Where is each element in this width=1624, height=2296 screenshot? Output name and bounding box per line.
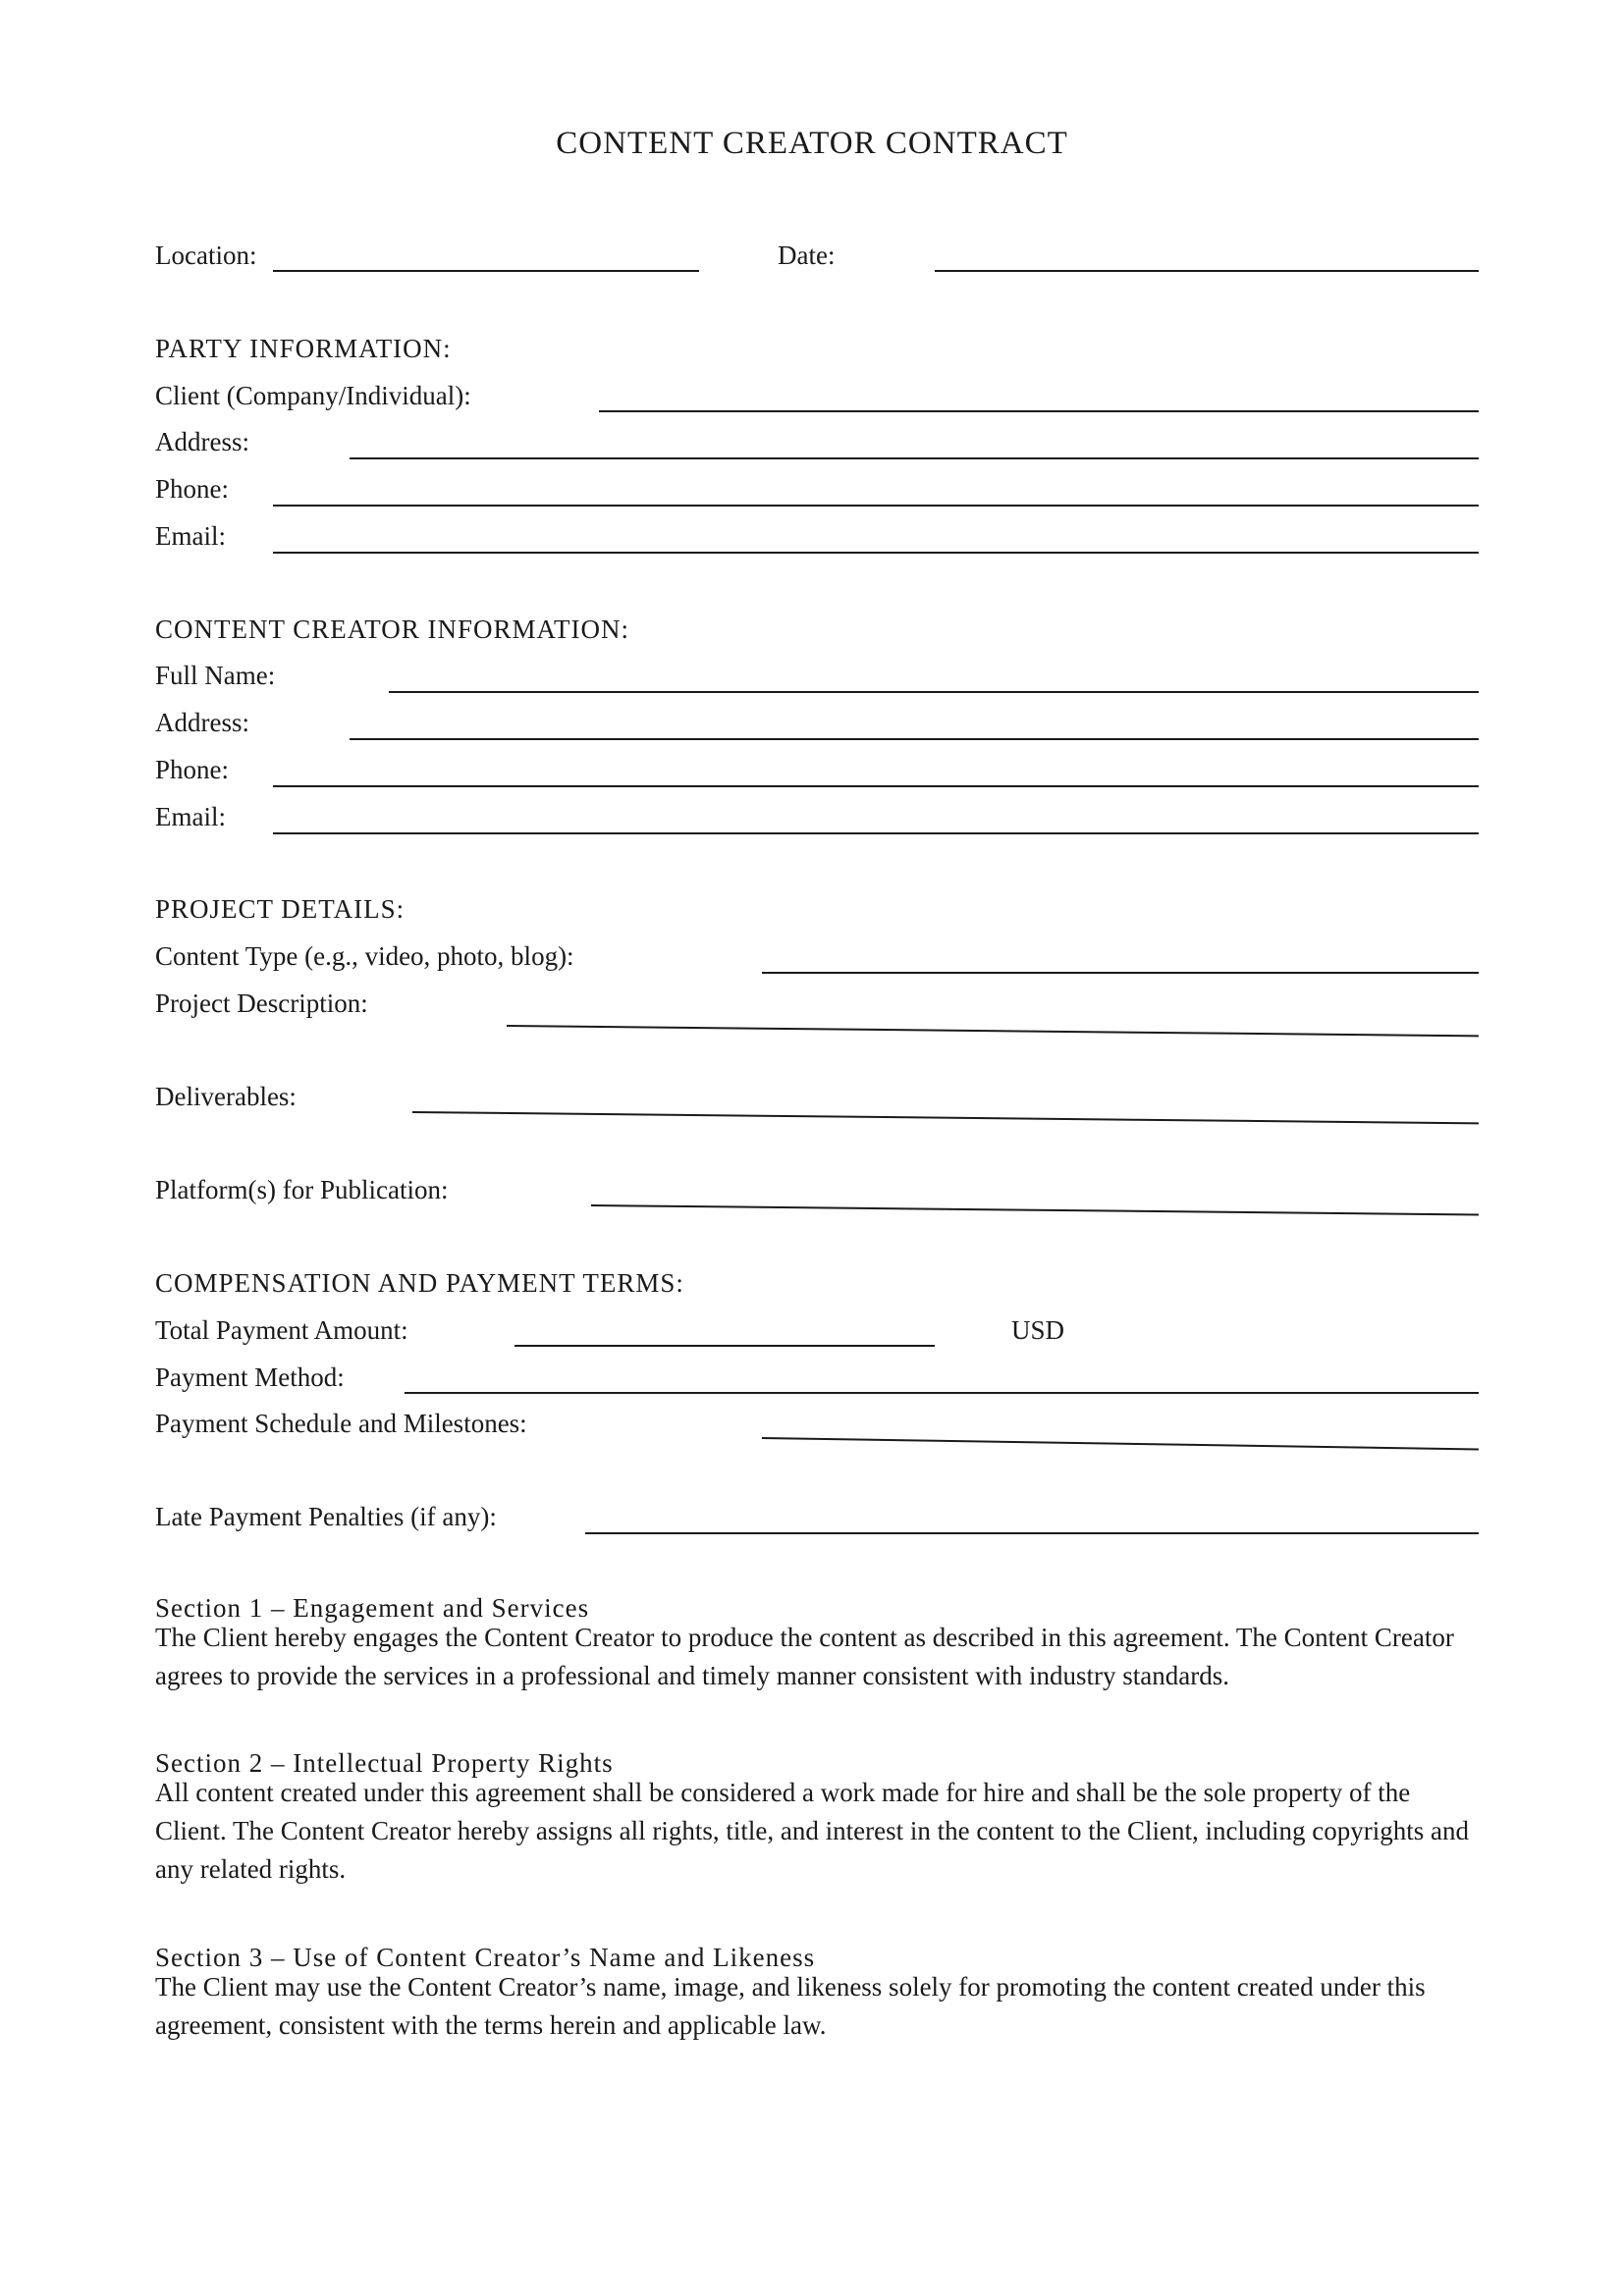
- party-information-heading: PARTY INFORMATION:: [155, 334, 452, 363]
- client-phone-field[interactable]: [273, 505, 1479, 507]
- creator-address-field[interactable]: [350, 738, 1479, 740]
- deliverables-label: Deliverables:: [155, 1082, 297, 1111]
- section-3-heading: Section 3 – Use of Content Creator’s Name and Likeness: [155, 1943, 816, 1972]
- client-address-label: Address:: [155, 427, 249, 456]
- project-details-heading: PROJECT DETAILS:: [155, 894, 406, 924]
- platforms-field[interactable]: [591, 1204, 1479, 1215]
- payment-schedule-field[interactable]: [762, 1437, 1479, 1450]
- client-email-field[interactable]: [273, 552, 1479, 554]
- section-1-body: The Client hereby engages the Content Creator to produce the content as described in this agreement. The Content Creator agrees to provide the services in a professional and timely manner consistent with industry standards.: [155, 1623, 1454, 1690]
- date-field[interactable]: [935, 270, 1479, 272]
- payment-method-label: Payment Method:: [155, 1362, 345, 1392]
- total-payment-label: Total Payment Amount:: [155, 1315, 408, 1345]
- creator-information-heading: CONTENT CREATOR INFORMATION:: [155, 614, 630, 644]
- creator-address-label: Address:: [155, 708, 249, 737]
- client-field[interactable]: [599, 410, 1479, 412]
- client-label: Client (Company/Individual):: [155, 381, 471, 410]
- section-1-heading: Section 1 – Engagement and Services: [155, 1593, 590, 1623]
- project-description-field[interactable]: [507, 1025, 1479, 1037]
- creator-email-label: Email:: [155, 802, 226, 831]
- creator-phone-field[interactable]: [273, 785, 1479, 787]
- date-label: Date:: [778, 240, 836, 270]
- project-description-label: Project Description:: [155, 988, 368, 1018]
- creator-full-name-field[interactable]: [389, 691, 1479, 693]
- currency-label: USD: [1011, 1315, 1065, 1345]
- platforms-label: Platform(s) for Publication:: [155, 1175, 449, 1204]
- client-phone-label: Phone:: [155, 474, 230, 504]
- content-type-field[interactable]: [762, 972, 1479, 974]
- section-2-body: All content created under this agreement shall be considered a work made for hire and shall be the sole property of the Client. The Content Creator hereby assigns all rights, title, and interest in the content to the Client, including copyrights and any related rights.: [155, 1778, 1469, 1884]
- payment-schedule-label: Payment Schedule and Milestones:: [155, 1409, 527, 1438]
- payment-method-field[interactable]: [405, 1392, 1479, 1394]
- creator-email-field[interactable]: [273, 832, 1479, 834]
- content-type-label: Content Type (e.g., video, photo, blog):: [155, 941, 574, 971]
- late-penalties-label: Late Payment Penalties (if any):: [155, 1502, 497, 1531]
- client-address-field[interactable]: [350, 457, 1479, 459]
- document-title: CONTENT CREATOR CONTRACT: [556, 126, 1068, 161]
- late-penalties-field[interactable]: [585, 1532, 1479, 1534]
- creator-full-name-label: Full Name:: [155, 661, 276, 690]
- creator-phone-label: Phone:: [155, 755, 230, 784]
- section-2-heading: Section 2 – Intellectual Property Rights: [155, 1748, 614, 1778]
- client-email-label: Email:: [155, 521, 226, 551]
- deliverables-field[interactable]: [412, 1111, 1479, 1124]
- section-3-body: The Client may use the Content Creator’s name, image, and likeness solely for promoting the content created under this agreement, consistent with the terms herein and applicable law.: [155, 1972, 1426, 2040]
- location-label: Location:: [155, 240, 257, 270]
- location-field[interactable]: [273, 270, 699, 272]
- compensation-heading: COMPENSATION AND PAYMENT TERMS:: [155, 1268, 684, 1298]
- total-payment-field[interactable]: [514, 1345, 935, 1347]
